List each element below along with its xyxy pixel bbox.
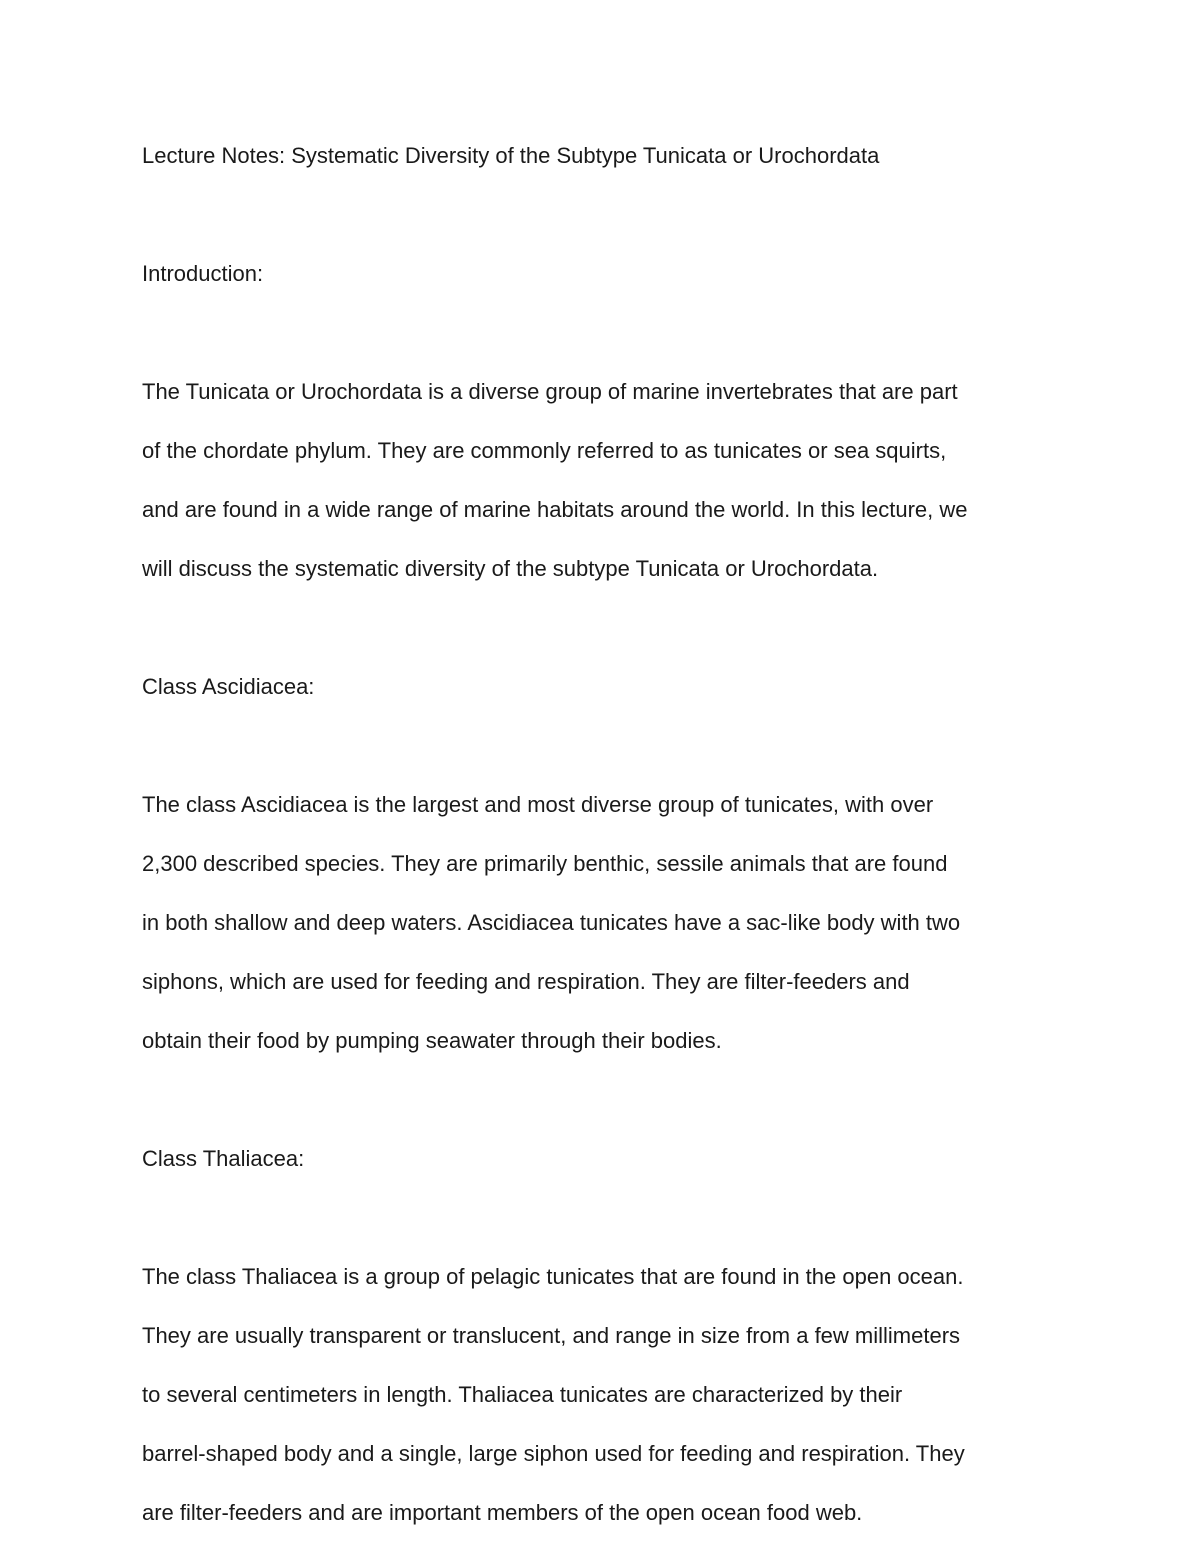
section-heading-ascidiacea: Class Ascidiacea:	[142, 674, 315, 699]
spacer	[142, 1188, 1072, 1247]
spacer	[142, 1070, 1072, 1129]
intro-line: and are found in a wide range of marine habitats around the world. In this lecture, we	[142, 497, 968, 522]
section-heading-introduction: Introduction:	[142, 261, 264, 286]
ascidiacea-line: siphons, which are used for feeding and respiration. They are filter-feeders and	[142, 969, 910, 994]
spacer	[142, 185, 1072, 244]
ascidiacea-line: The class Ascidiacea is the largest and most diverse group of tunicates, with over	[142, 792, 934, 817]
section-heading-thaliacea: Class Thaliacea:	[142, 1146, 305, 1171]
document-body	[142, 126, 1072, 1542]
thaliacea-line: The class Thaliacea is a group of pelagic tunicates that are found in the open ocean.	[142, 1264, 964, 1289]
ascidiacea-line: 2,300 described species. They are primarily benthic, sessile animals that are found	[142, 851, 948, 876]
document-title: Lecture Notes: Systematic Diversity of the Subtype Tunicata or Urochordata	[142, 143, 880, 168]
thaliacea-line: are filter-feeders and are important members of the open ocean food web.	[142, 1500, 863, 1525]
intro-line: The Tunicata or Urochordata is a diverse group of marine invertebrates that are part	[142, 379, 958, 404]
intro-line: will discuss the systematic diversity of the subtype Tunicata or Urochordata.	[142, 556, 879, 581]
spacer	[142, 716, 1072, 775]
ascidiacea-line: in both shallow and deep waters. Ascidiacea tunicates have a sac-like body with two	[142, 910, 961, 935]
spacer	[142, 598, 1072, 657]
thaliacea-line: to several centimeters in length. Thaliacea tunicates are characterized by their	[142, 1382, 903, 1407]
spacer	[142, 303, 1072, 362]
ascidiacea-line: obtain their food by pumping seawater through their bodies.	[142, 1028, 722, 1053]
intro-line: of the chordate phylum. They are commonly referred to as tunicates or sea squirts,	[142, 438, 947, 463]
thaliacea-line: They are usually transparent or translucent, and range in size from a few millimeters	[142, 1323, 961, 1348]
thaliacea-line: barrel-shaped body and a single, large siphon used for feeding and respiration. They	[142, 1441, 965, 1466]
